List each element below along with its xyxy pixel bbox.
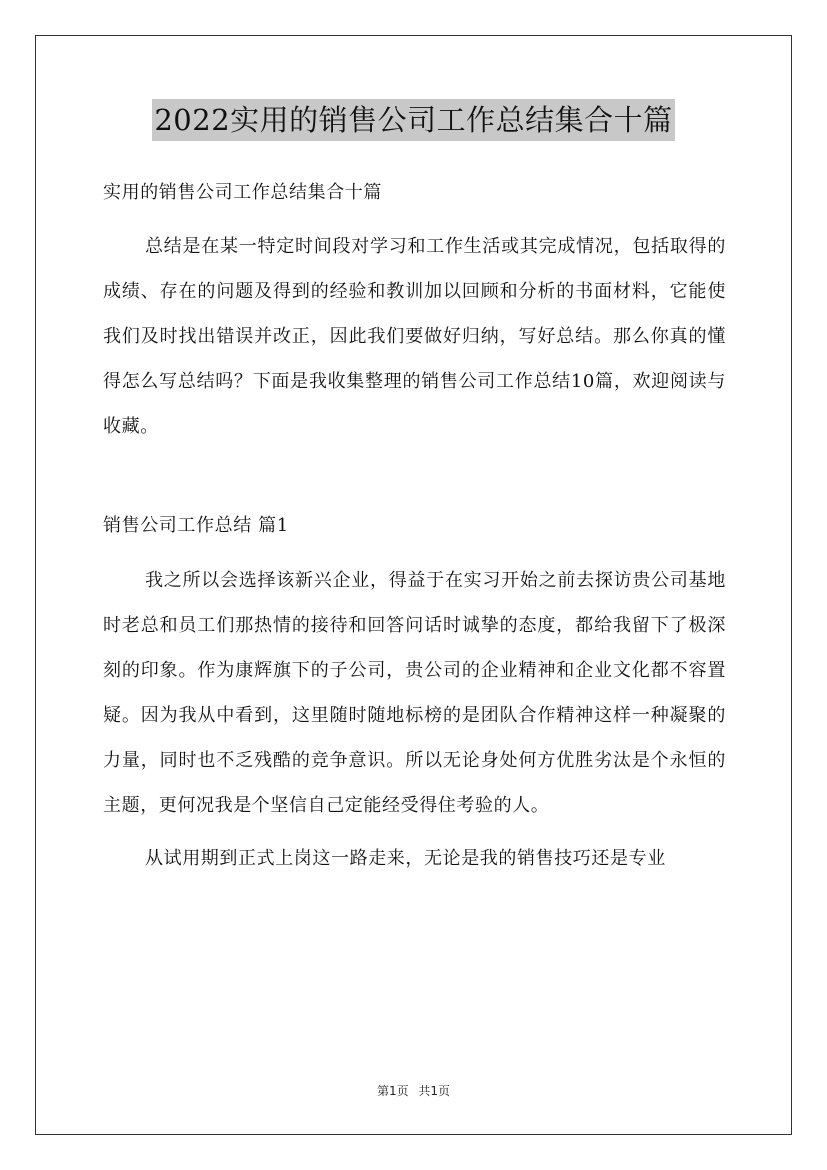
- intro-paragraph: 总结是在某一特定时间段对学习和工作生活或其完成情况，包括取得的成绩、存在的问题及得到的经验和教训加以回顾和分析的书面材料，它能使我们及时找出错误并改正，因此我们要做好归纳，写好总结。那么你真的懂得怎么写总结吗？下面是我收集整理的销售公司工作总结10篇，欢迎阅读与收藏。: [103, 236, 726, 437]
- section-paragraph-1: 我之所以会选择该新兴企业，得益于在实习开始之前去探访贵公司基地时老总和员工们那热情的接待和回答问话时诚挚的态度，都给我留下了极深刻的印象。作为康辉旗下的子公司，贵公司的企业精神和企业文化都不容置疑。因为我从中看到，这里随时随地标榜的是团队合作精神这样一种凝聚的力量，同时也不乏残酷的竞争意识。所以无论身处何方优胜劣汰是个永恒的主题，更何况我是个坚信自己定能经受得住考验的人。: [103, 570, 726, 816]
- page-footer: [0, 1082, 827, 1099]
- section-paragraph-2: 从试用期到正式上岗这一路走来，无论是我的销售技巧还是专业: [145, 848, 666, 869]
- document-subtitle: 实用的销售公司工作总结集合十篇: [103, 182, 382, 203]
- document-title: 2022实用的销售公司工作总结集合十篇: [152, 99, 674, 141]
- page-number-total: 共1页: [418, 1084, 451, 1098]
- document-title-container: [0, 99, 827, 141]
- document-body: [103, 170, 726, 881]
- page-number-current: 第1页: [376, 1084, 409, 1098]
- section-heading: 销售公司工作总结 篇1: [103, 515, 289, 536]
